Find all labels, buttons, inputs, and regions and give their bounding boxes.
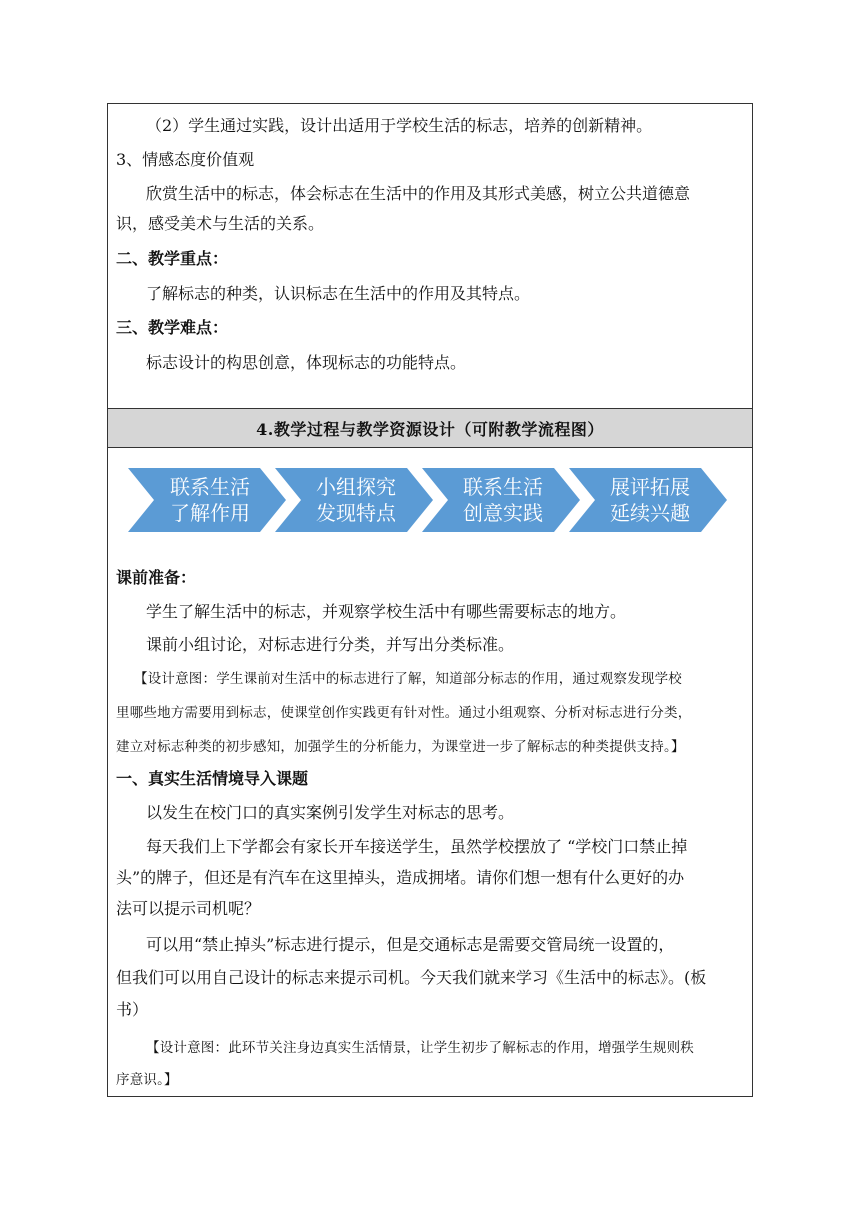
flow-step-3-line2: 创意实践 <box>463 501 543 525</box>
objectives-cell <box>108 104 752 408</box>
flow-step-2-line2: 发现特点 <box>316 501 396 525</box>
prep-note-line-2: 里哪些地方需要用到标志，使课堂创作实践更有针对性。通过小组观察、分析对标志进行分类， <box>116 705 692 721</box>
emotion-text-line2: 识，感受美术与生活的关系。 <box>116 214 325 233</box>
prep-note-line-1: 【设计意图：学生课前对生活中的标志进行了解，知道部分标志的作用，通过观察发现学校 <box>134 671 682 687</box>
intro-p2-line-1: 每天我们上下学都会有家长开车接送学生，虽然学校摆放了 “学校门口禁止掉 <box>146 837 688 856</box>
intro-p1: 以发生在校门口的真实案例引发学生对标志的思考。 <box>146 803 515 822</box>
lesson-plan-table <box>107 103 753 1097</box>
emotion-heading: 3、情感态度价值观 <box>116 150 255 169</box>
flow-step-4-line2: 延续兴趣 <box>610 501 690 525</box>
emotion-text-line1: 欣赏生活中的标志，体会标志在生活中的作用及其形式美感，树立公共道德意 <box>146 184 691 203</box>
section-header: 4.教学过程与教学资源设计（可附教学流程图） <box>108 408 752 448</box>
difficulties-heading: 三、教学难点： <box>116 318 229 337</box>
prep-note-line-3: 建立对标志种类的初步感知，加强学生的分析能力，为课堂进一步了解标志的种类提供支持。】 <box>116 739 685 755</box>
intro-p3-line-1: 可以用“禁止掉头”标志进行提示，但是交通标志是需要交管局统一设置的， <box>146 935 675 954</box>
key-points-heading: 二、教学重点： <box>116 249 229 268</box>
flow-step-1 <box>150 474 270 526</box>
intro-note-line-1: 【设计意图：此环节关注身边真实生活情景，让学生初步了解标志的作用，增强学生规则秩 <box>146 1040 694 1056</box>
intro-heading: 一、真实生活情境导入课题 <box>116 769 309 788</box>
flow-step-1-line1: 联系生活 <box>170 475 250 499</box>
intro-note-line-2: 序意识。】 <box>116 1072 178 1088</box>
objective-item-2: （2）学生通过实践，设计出适用于学校生活的标志，培养的创新精神。 <box>146 116 653 135</box>
prep-line-2: 课前小组讨论，对标志进行分类，并写出分类标准。 <box>146 635 515 654</box>
intro-p2-line-3: 法可以提示司机呢？ <box>116 899 261 918</box>
difficulties-text: 标志设计的构思创意，体现标志的功能特点。 <box>146 353 467 372</box>
prep-heading: 课前准备： <box>116 568 197 587</box>
flow-step-4 <box>590 474 710 526</box>
flow-step-4-line1: 展评拓展 <box>610 475 690 499</box>
intro-p3-line-3: 书） <box>116 1000 149 1019</box>
teaching-flow-chart <box>128 468 736 532</box>
flow-step-2-line1: 小组探究 <box>316 475 396 499</box>
flow-step-2 <box>296 474 416 526</box>
flow-step-3 <box>443 474 563 526</box>
flow-step-1-line2: 了解作用 <box>170 501 250 525</box>
flow-step-3-line1: 联系生活 <box>463 475 543 499</box>
intro-p3-line-2: 但我们可以用自己设计的标志来提示司机。今天我们就来学习《生活中的标志》。(板 <box>116 968 707 987</box>
key-points-text: 了解标志的种类，认识标志在生活中的作用及其特点。 <box>146 284 531 303</box>
prep-line-1: 学生了解生活中的标志，并观察学校生活中有哪些需要标志的地方。 <box>146 602 627 621</box>
intro-p2-line-2: 头”的牌子，但还是有汽车在这里掉头，造成拥堵。请你们想一想有什么更好的办 <box>116 868 685 887</box>
